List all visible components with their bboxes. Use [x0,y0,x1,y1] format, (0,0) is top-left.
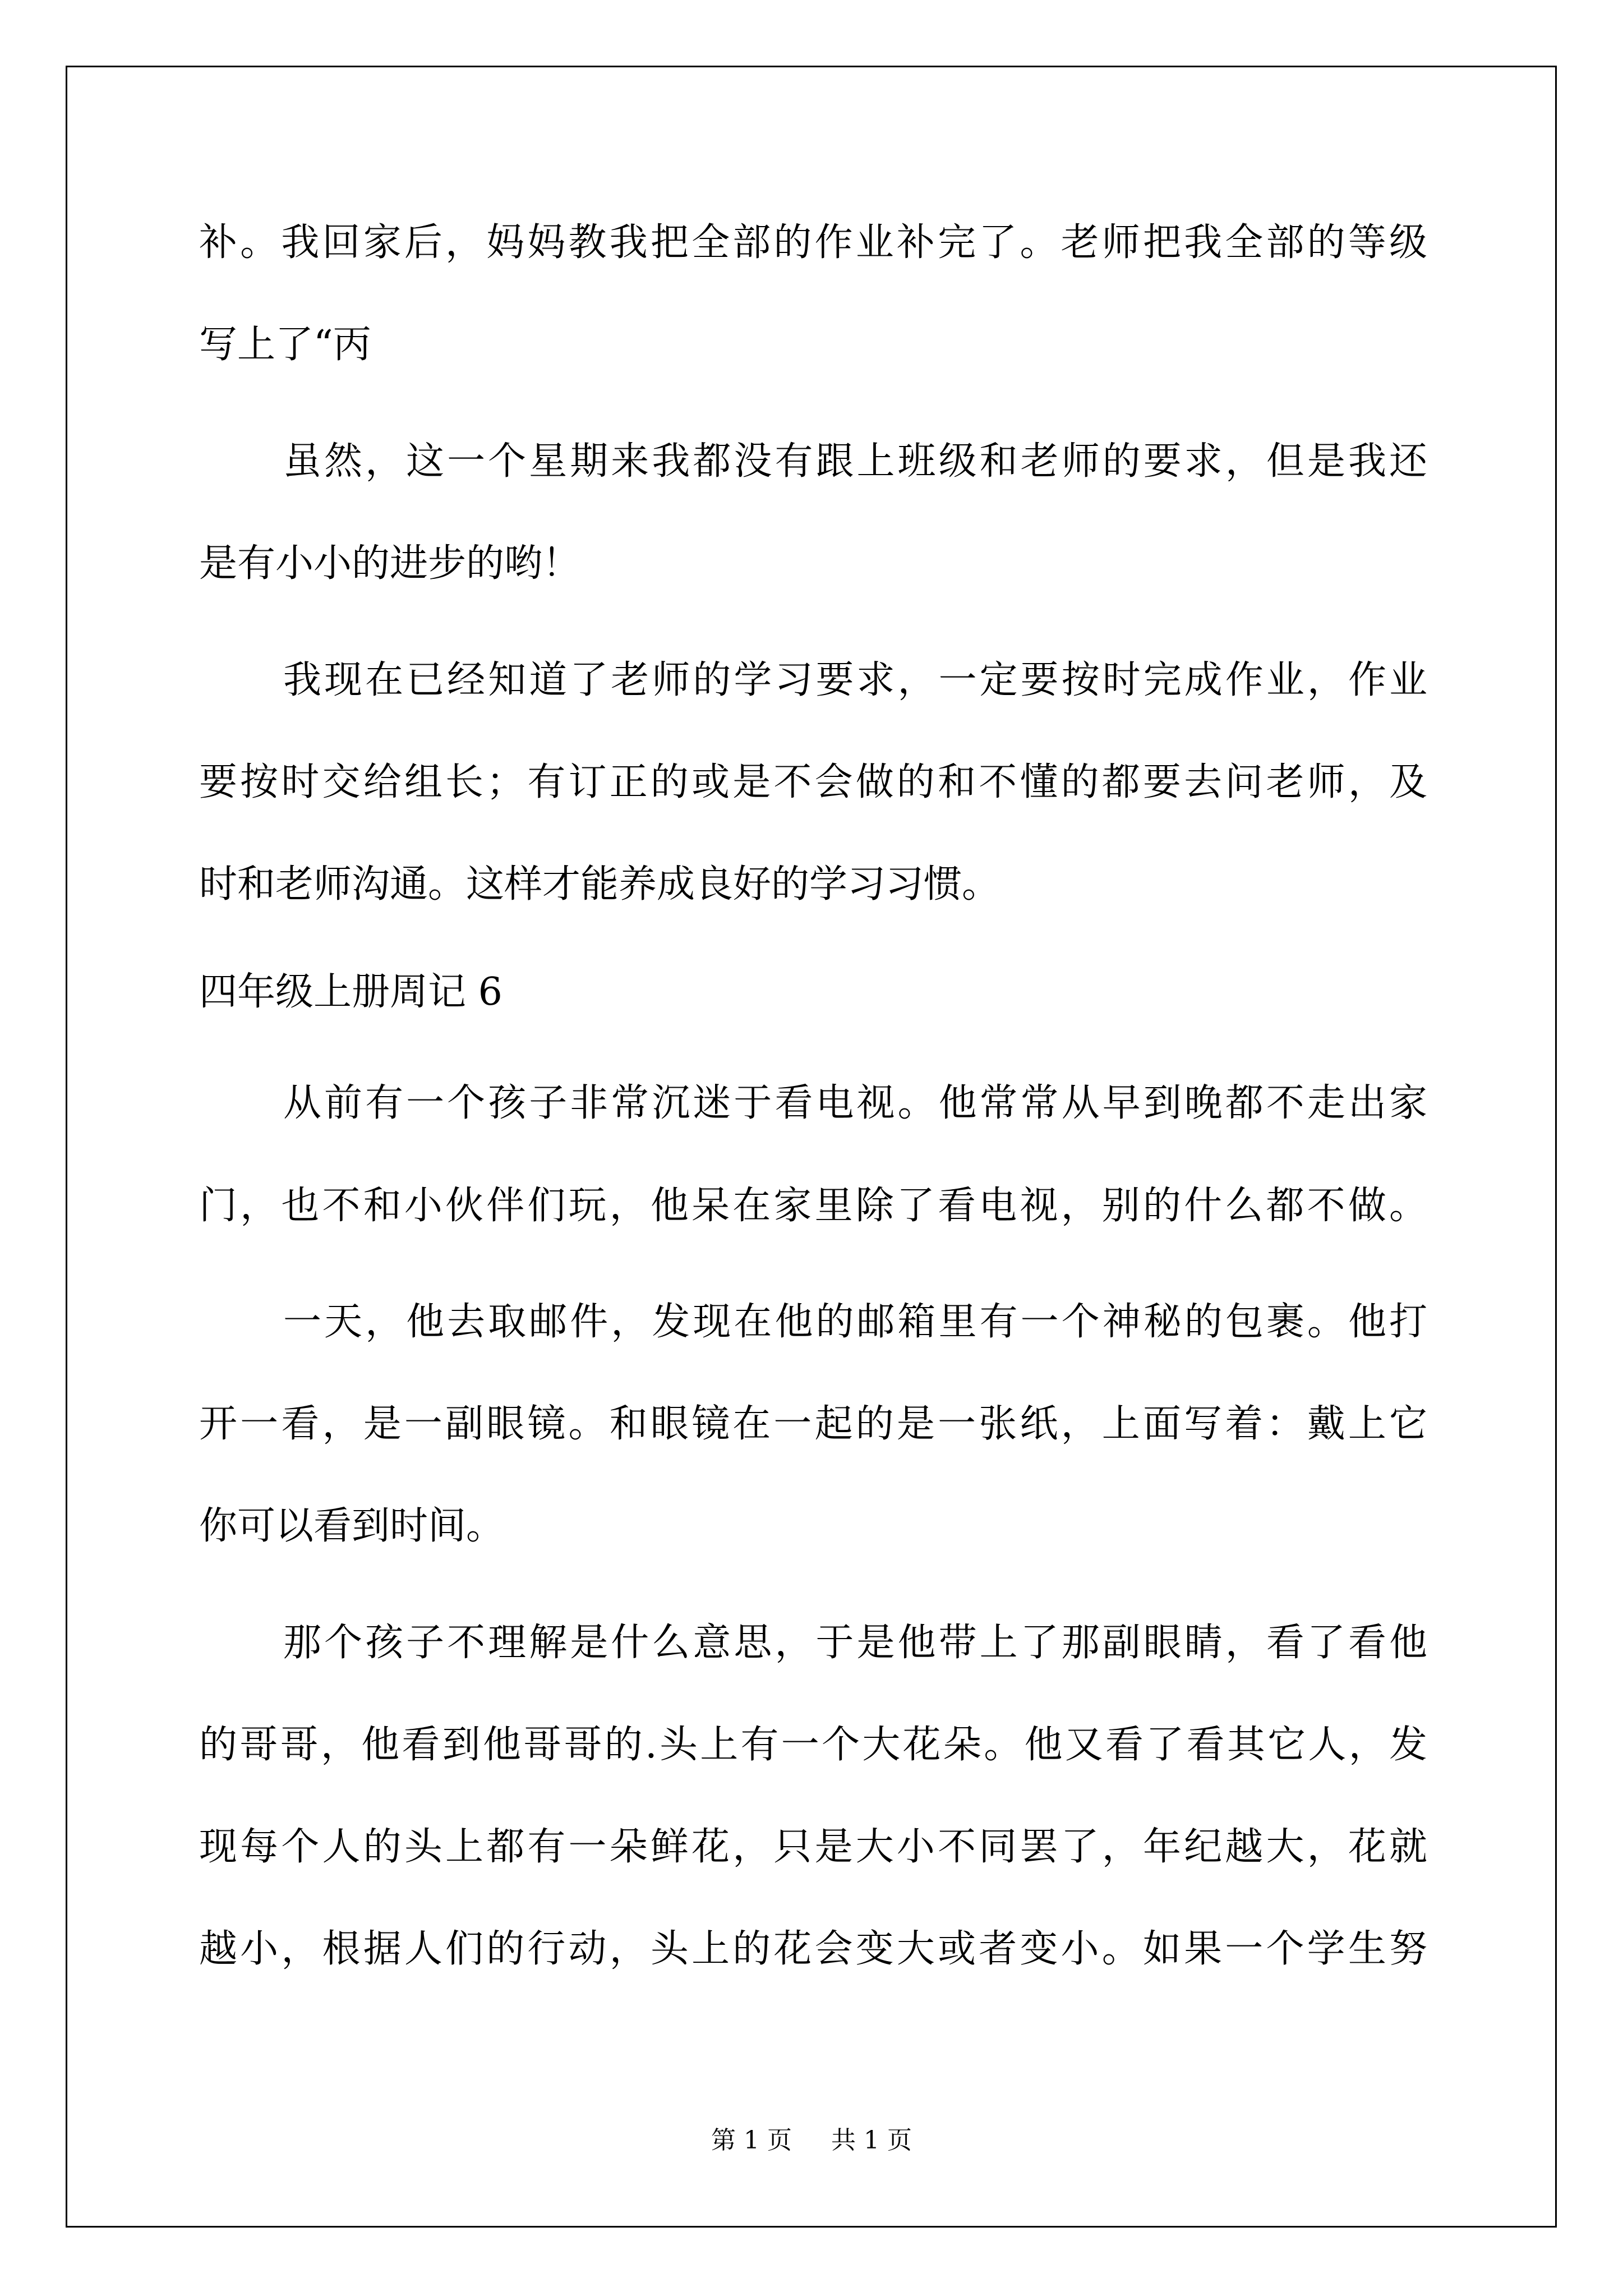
text-line: 写上了“丙 [199,323,371,367]
text-line: 我现在已经知道了老师的学习要求，一定要按时完成作业，作业 [283,658,1427,702]
page-footer [0,2124,1623,2157]
page-number: 第 1 页 [711,2126,792,2155]
text-line: 你可以看到时间。 [199,1504,505,1548]
text-line: 那个孩子不理解是什么意思，于是他带上了那副眼睛，看了看他 [283,1621,1427,1665]
text-line: 开一看，是一副眼镜。和眼镜在一起的是一张纸，上面写着：戴上它 [199,1402,1427,1446]
page-total: 共 1 页 [831,2126,912,2155]
text-line: 现每个人的头上都有一朵鲜花，只是大小不同罢了，年纪越大，花就 [199,1825,1427,1869]
text-line: 虽然，这一个星期来我都没有跟上班级和老师的要求，但是我还 [283,439,1427,484]
text-line: 时和老师沟通。这样才能养成良好的学习习惯。 [199,862,1000,907]
text-line: 从前有一个孩子非常沉迷于看电视。他常常从早到晚都不走出家 [283,1081,1427,1125]
text-line: 补。我回家后，妈妈教我把全部的作业补完了。老师把我全部的等级 [199,220,1427,265]
text-line: 一天，他去取邮件，发现在他的邮箱里有一个神秘的包裹。他打 [283,1300,1427,1344]
text-line: 越小，根据人们的行动，头上的花会变大或者变小。如果一个学生努 [199,1927,1427,1971]
text-line: 门，也不和小伙伴们玩，他呆在家里除了看电视，别的什么都不做。 [199,1184,1427,1228]
section-heading: 四年级上册周记 6 [199,970,502,1014]
text-line: 的哥哥，他看到他哥哥的.头上有一个大花朵。他又看了看其它人，发 [199,1723,1427,1767]
text-line: 是有小小的进步的哟！ [199,541,581,586]
text-line: 要按时交给组长；有订正的或是不会做的和不懂的都要去问老师，及 [199,760,1427,804]
page-border [66,66,1557,2228]
